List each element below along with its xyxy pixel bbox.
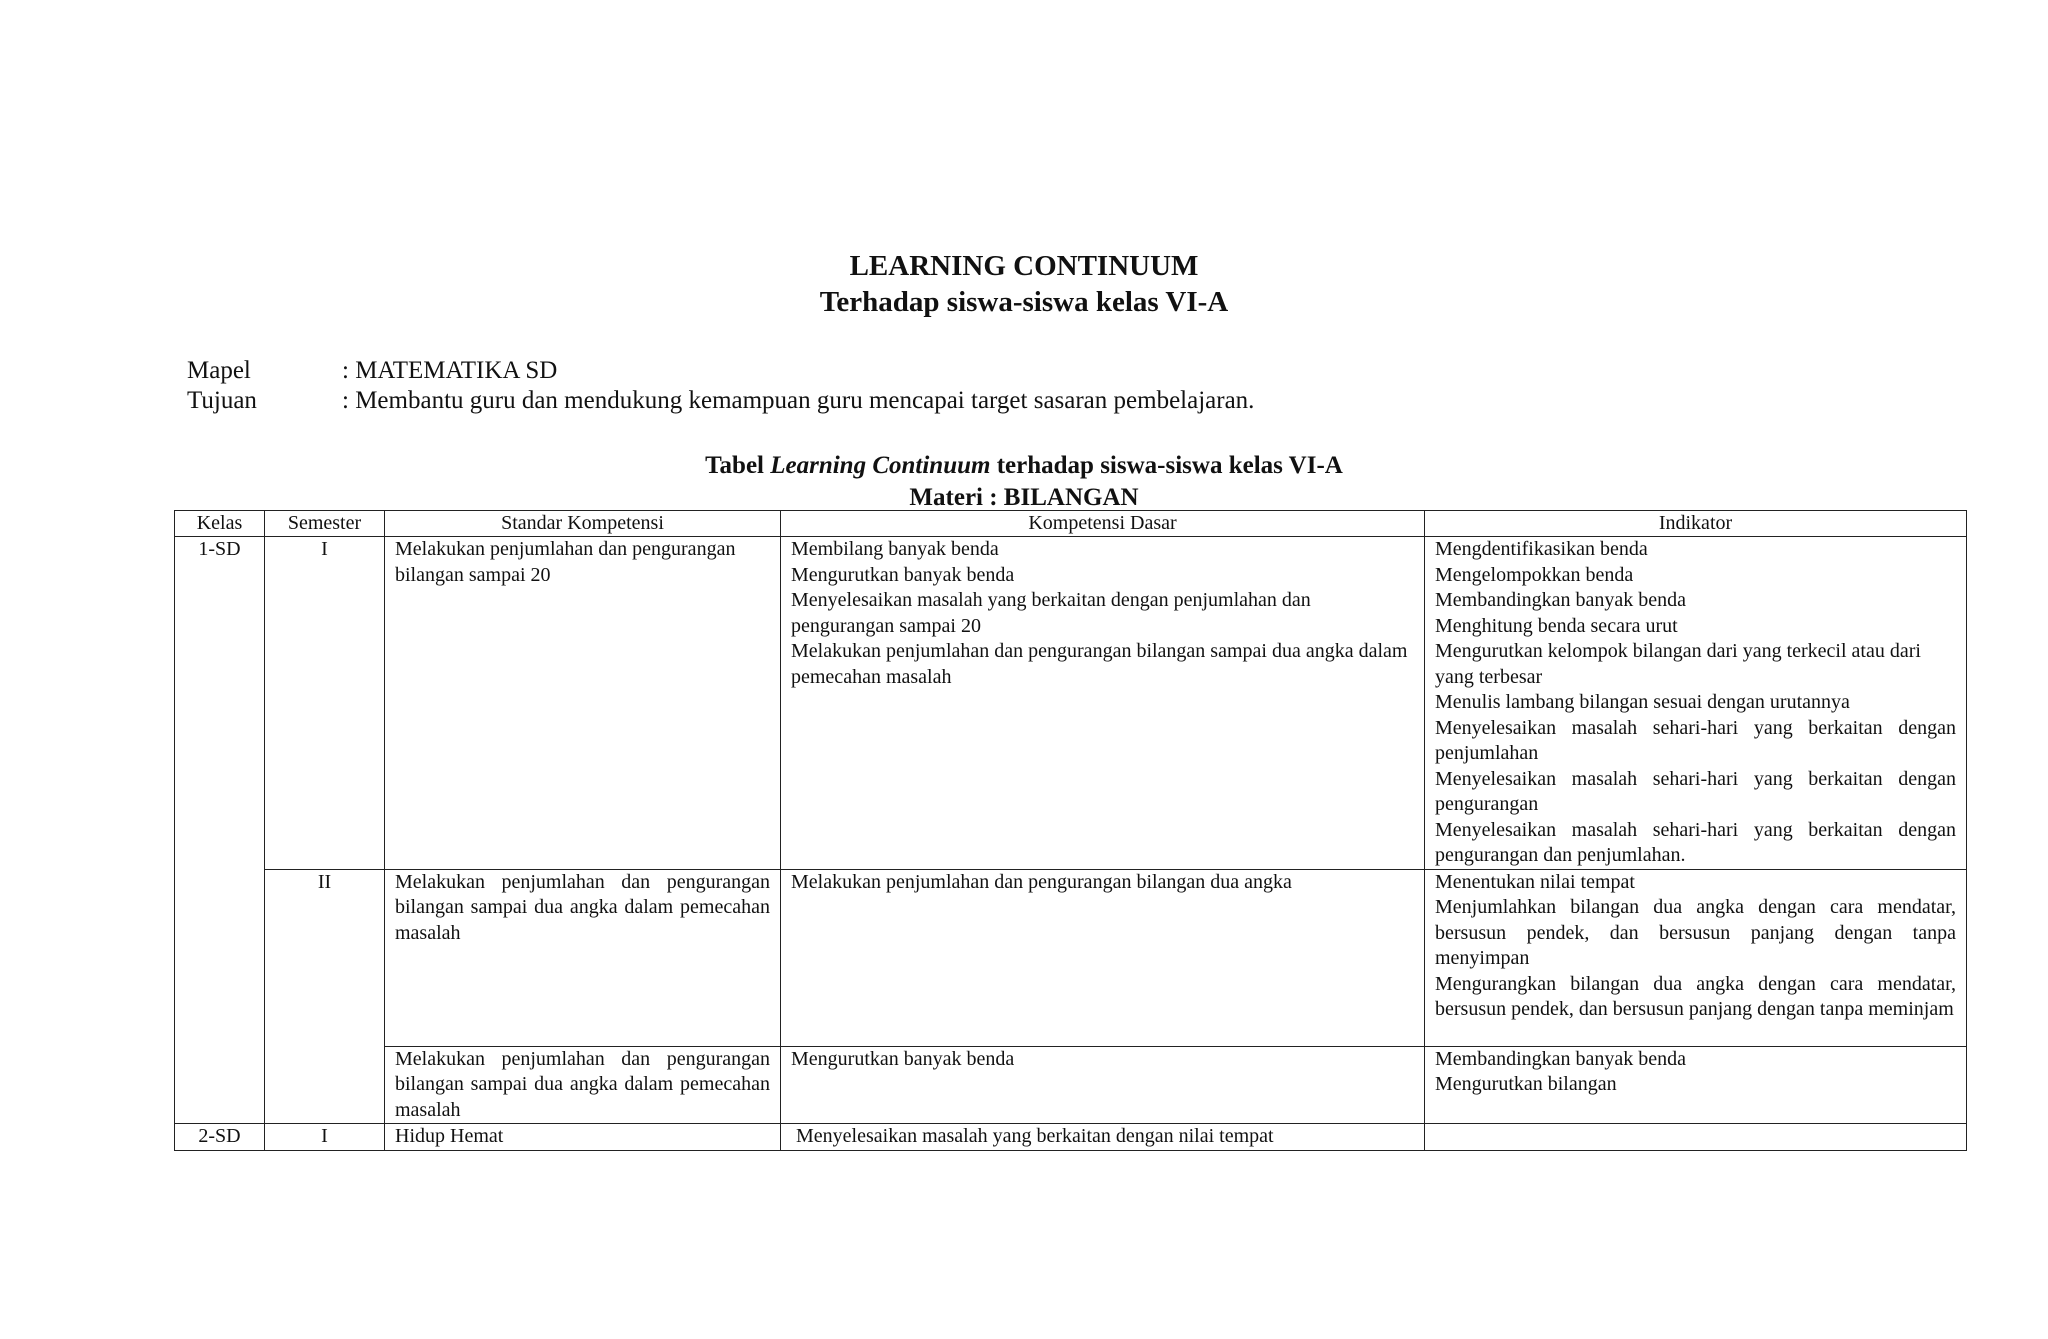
header-kelas: Kelas: [175, 511, 265, 537]
table-row: [175, 537, 1967, 870]
kompetensi-item: Membilang banyak benda: [791, 538, 999, 560]
header-semester: Semester: [265, 511, 385, 537]
cell-indikator: [1425, 1124, 1967, 1151]
table-materi: Materi : BILANGAN: [909, 484, 1139, 511]
table-header-row: [175, 511, 1967, 537]
indikator-item: Menyelesaikan masalah sehari-hari yang berkaitan dengan pengurangan dan penjumlahan.: [1435, 818, 1956, 866]
cell-kompetensi-dasar: [781, 1046, 1425, 1124]
cell-kompetensi-dasar: [781, 869, 1425, 1046]
table-row: [175, 869, 1967, 1046]
indikator-item: Mengelompokkan benda: [1435, 563, 1634, 586]
cell-semester: I: [265, 537, 385, 870]
cell-kelas: 1-SD: [175, 537, 265, 1124]
document-subtitle: Terhadap siswa-siswa kelas VI-A: [819, 286, 1229, 318]
cell-indikator: [1425, 537, 1967, 870]
indikator-item: Mengurutkan kelompok bilangan dari yang terkecil atau dari yang terbesar: [1435, 640, 1921, 688]
cell-semester: I: [265, 1124, 385, 1151]
mapel-label: Mapel: [187, 357, 251, 384]
indikator-item: Menyelesaikan masalah sehari-hari yang berkaitan dengan penjumlahan: [1435, 716, 1956, 764]
cell-standar-kompetensi: Melakukan penjumlahan dan pengurangan bilangan sampai dua angka dalam pemecahan masalah: [385, 869, 781, 1046]
caption-prefix: Tabel: [705, 452, 771, 479]
cell-standar-kompetensi: Melakukan penjumlahan dan pengurangan bilangan sampai 20: [385, 537, 781, 870]
mapel-value: : MATEMATIKA SD: [342, 357, 558, 384]
tujuan-label: Tujuan: [187, 387, 257, 414]
header-standar-kompetensi: Standar Kompetensi: [385, 511, 781, 537]
indikator-item: Menulis lambang bilangan sesuai dengan urutannya: [1435, 691, 1850, 713]
table-row: [175, 1046, 1967, 1124]
indikator-item: Menentukan nilai tempat: [1435, 870, 1635, 893]
table-caption: [0, 452, 2048, 480]
kompetensi-item: Melakukan penjumlahan dan pengurangan bilangan dua angka: [791, 870, 1292, 893]
tujuan-value: : Membantu guru dan mendukung kemampuan guru mencapai target sasaran pembelajaran.: [342, 387, 1255, 414]
cell-indikator: [1425, 869, 1967, 1046]
caption-suffix: terhadap siswa-siswa kelas VI-A: [990, 452, 1343, 479]
header-kompetensi-dasar: Kompetensi Dasar: [781, 511, 1425, 537]
indikator-item: Menghitung benda secara urut: [1435, 614, 1678, 637]
cell-kelas: 2-SD: [175, 1124, 265, 1151]
indikator-item: Membandingkan banyak benda: [1435, 589, 1687, 611]
kompetensi-item: Menyelesaikan masalah yang berkaitan dengan penjumlahan dan pengurangan sampai 20: [791, 589, 1311, 637]
cell-standar-kompetensi: Hidup Hemat: [385, 1124, 781, 1151]
indikator-item: Mengdentifikasikan benda: [1435, 538, 1648, 560]
kompetensi-item: Mengurutkan banyak benda: [791, 563, 1015, 586]
kompetensi-item: Menyelesaikan masalah yang berkaitan dengan nilai tempat: [791, 1125, 1274, 1147]
cell-kompetensi-dasar: [781, 1124, 1425, 1151]
kompetensi-item: Mengurutkan banyak benda: [791, 1047, 1015, 1070]
meta-mapel: [187, 357, 557, 385]
header-indikator: Indikator: [1425, 511, 1967, 537]
indikator-item: Mengurangkan bilangan dua angka dengan cara mendatar, bersusun pendek, dan bersusun panjang dengan tanpa meminjam: [1435, 972, 1956, 1020]
indikator-item: Menyelesaikan masalah sehari-hari yang berkaitan dengan pengurangan: [1435, 767, 1956, 815]
cell-standar-kompetensi: Melakukan penjumlahan dan pengurangan bilangan sampai dua angka dalam pemecahan masalah: [385, 1046, 781, 1124]
learning-continuum-table: [174, 510, 1967, 1151]
caption-italic: Learning Continuum: [770, 452, 991, 479]
cell-kompetensi-dasar: [781, 537, 1425, 870]
cell-indikator: [1425, 1046, 1967, 1124]
kompetensi-item: Melakukan penjumlahan dan pengurangan bilangan sampai dua angka dalam pemecahan masalah: [791, 640, 1408, 688]
document-title: LEARNING CONTINUUM: [849, 250, 1199, 282]
indikator-item: Menjumlahkan bilangan dua angka dengan cara mendatar, bersusun pendek, dan bersusun panjang dengan tanpa menyimpan: [1435, 896, 1956, 969]
indikator-item: Mengurutkan bilangan: [1435, 1073, 1617, 1095]
meta-tujuan: [187, 387, 1254, 415]
table-row: [175, 1124, 1967, 1151]
indikator-item: Membandingkan banyak benda: [1435, 1047, 1687, 1070]
cell-semester: II: [265, 869, 385, 1124]
